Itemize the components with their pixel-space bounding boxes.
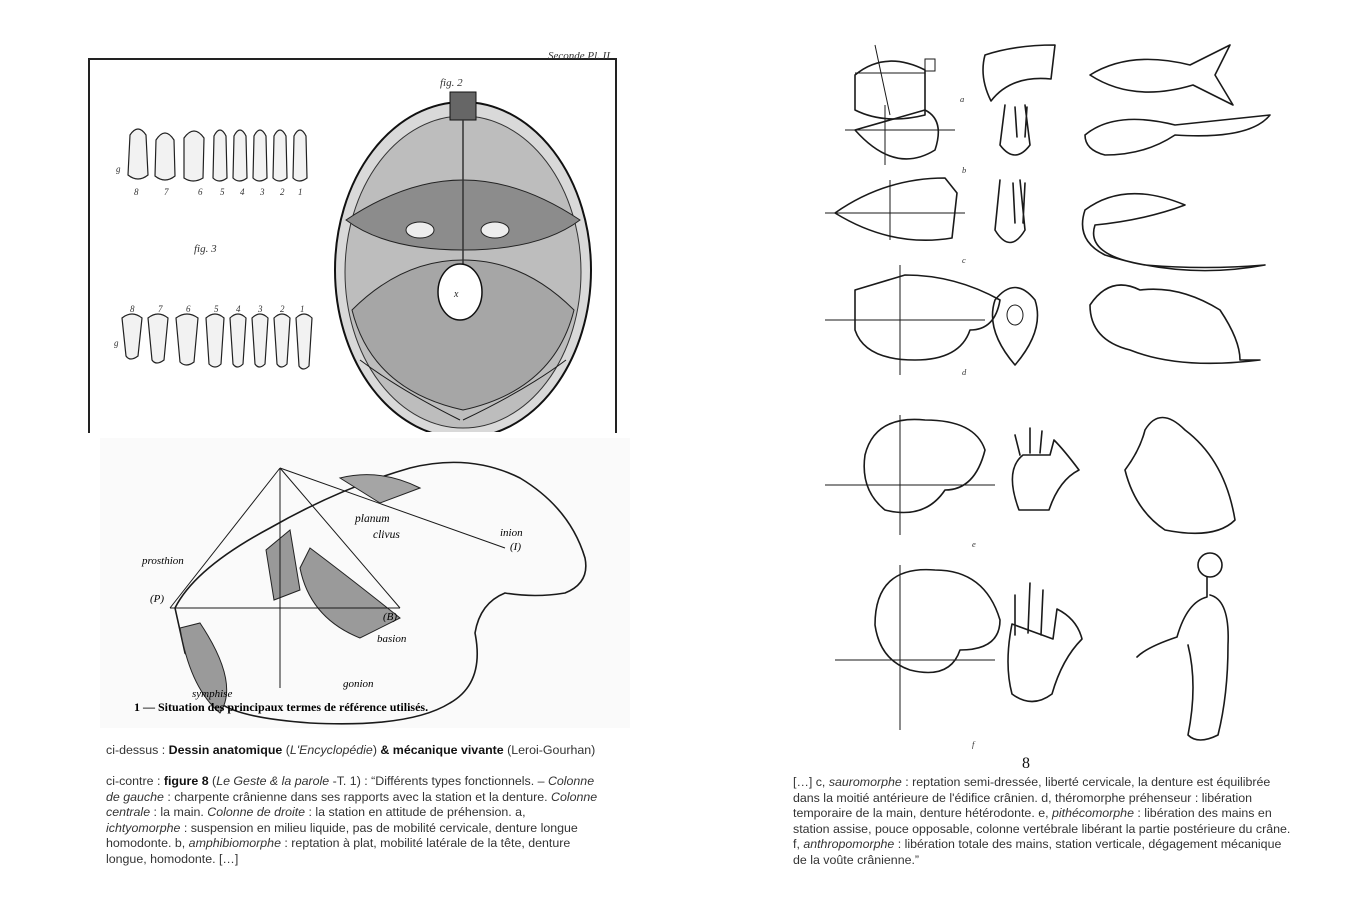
plate-header: Seconde Pl. II [548, 50, 610, 62]
caption-figure8-right: […] c, sauromorphe : reptation semi-dressée, liberté cervicale, la denture est équilibrée dans la moitié antérieure de l'édifice crânien. d, théromorphe préhenseur : libération temporaire de la main, denture hétérodonte. e, pithécomorphe : libération des mains en station assise, pouce opposable, colonne vertébrale libérant la partie postérieure du crâne. f, anthropomorphe : libération totale des mains, station verticale, dégagement mécanique de la voûte crânienne.” [793, 775, 1291, 867]
figure8-number: 8 [1022, 755, 1030, 772]
row-e [825, 415, 1235, 535]
upper-tooth-number-4: 4 [240, 187, 245, 197]
label-p-code: (P) [150, 593, 165, 605]
label-prosthion: prosthion [142, 555, 184, 567]
row-a [855, 45, 1233, 119]
upper-tooth-number-1: 1 [298, 187, 303, 197]
row-letter-a: a [960, 94, 965, 104]
lower-side-letter: g [114, 338, 119, 348]
skull-reference-diagram [100, 438, 630, 728]
label-inion: inion [500, 527, 523, 539]
upper-tooth-number-5: 5 [220, 187, 225, 197]
label-inion-code: (I) [510, 541, 521, 553]
row-c [825, 178, 1265, 271]
caption-figure8-left: ci-contre : figure 8 (Le Geste & la parole -T. 1) : “Différents types fonctionnels. – Colonne de gauche : charpente crânienne dans ses rapports avec la station et la denture. Colonne centrale : la main. Colonne de droite : la station en attitude de préhension. a, ichtyomorphe : suspension en milieu liquide, pas de mobilité cervicale, denture longue homodonte. b, amphibiomorphe : reptation à plat, mobilité latérale de la tête, denture longue, homodonte. […] [106, 774, 598, 866]
upper-teeth-row [128, 129, 307, 181]
upper-tooth-number-6: 6 [198, 187, 203, 197]
lower-tooth-number-1: 1 [300, 304, 305, 314]
row-letter-d: d [962, 367, 967, 377]
upper-tooth-number-3: 3 [260, 187, 265, 197]
lower-tooth-number-6: 6 [186, 304, 191, 314]
lower-teeth-row [122, 314, 312, 369]
label-gonion: gonion [343, 678, 374, 690]
lower-tooth-number-8: 8 [130, 304, 135, 314]
row-b [845, 105, 1270, 165]
diagram-caption: 1 — Situation des principaux termes de référence utilisés. [134, 700, 429, 714]
label-symphise: symphise [192, 688, 233, 700]
skull-letter-x: x [454, 289, 459, 300]
upper-tooth-number-8: 8 [134, 187, 139, 197]
encyclopedie-plate-illustration [90, 60, 615, 432]
label-planum: planum [355, 513, 390, 525]
label-basion: basion [377, 633, 407, 645]
label-clivus: clivus [373, 529, 400, 541]
upper-tooth-number-2: 2 [280, 187, 285, 197]
row-letter-b: b [962, 165, 967, 175]
row-d [825, 265, 1260, 375]
row-letter-c: c [962, 255, 966, 265]
lower-tooth-number-5: 5 [214, 304, 219, 314]
skull-base-illustration [335, 92, 591, 432]
lower-tooth-number-2: 2 [280, 304, 285, 314]
row-letter-e: e [972, 539, 976, 549]
label-b-code: (B) [383, 611, 398, 623]
fig2-label: fig. 2 [440, 77, 463, 89]
lower-tooth-number-7: 7 [158, 304, 163, 314]
lower-tooth-number-3: 3 [258, 304, 263, 314]
upper-side-letter: g [116, 164, 121, 174]
row-letter-f: f [972, 739, 975, 749]
row-f [835, 553, 1228, 740]
fig3-label: fig. 3 [194, 243, 217, 255]
lower-tooth-number-4: 4 [236, 304, 241, 314]
caption-top: ci-dessus : Dessin anatomique (L'Encyclopédie) & mécanique vivante (Leroi-Gourhan) [106, 743, 596, 757]
upper-tooth-number-7: 7 [164, 187, 169, 197]
figure8-grid [815, 35, 1285, 755]
